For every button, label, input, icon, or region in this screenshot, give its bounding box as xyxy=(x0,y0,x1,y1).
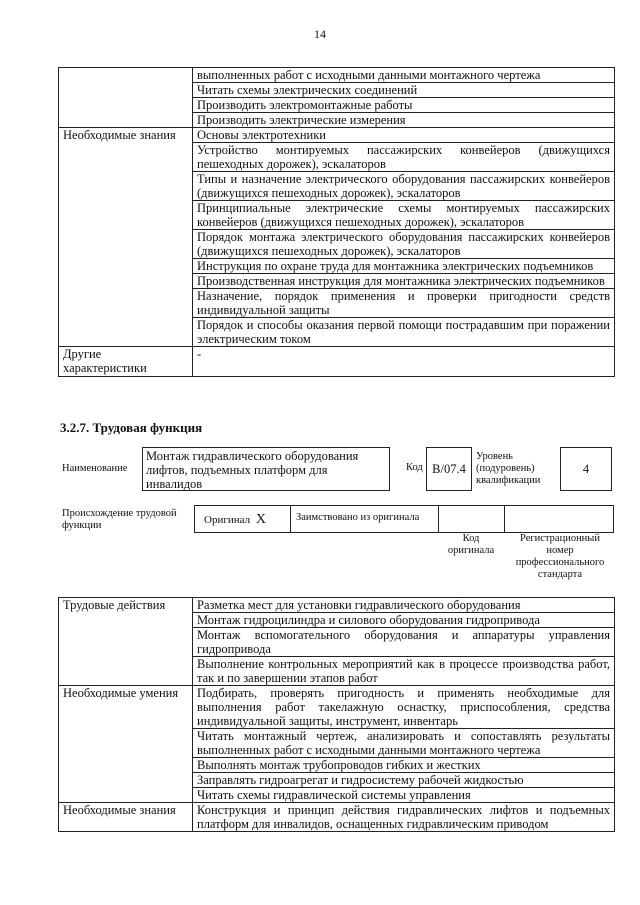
list-item: Выполнение контрольных мероприятий как в процессе производства работ, так и по завершении этапов работ xyxy=(193,657,615,686)
row-label: Необходимые умения xyxy=(59,686,193,803)
row-label: Другие характеристики xyxy=(59,347,193,377)
list-item: Монтаж гидроцилиндра и силового оборудования гидропривода xyxy=(193,613,615,628)
table-row xyxy=(59,803,615,832)
list-item: Монтаж вспомогательного оборудования и аппаратуры управления гидропривода xyxy=(193,628,615,657)
table-row xyxy=(59,598,615,613)
function-name-box xyxy=(142,447,390,491)
name-label: Наименование xyxy=(62,463,128,474)
list-item: Производить электрические измерения xyxy=(193,113,615,128)
list-item: Заправлять гидроагрегат и гидросистему рабочей жидкостью xyxy=(193,773,615,788)
list-item: выполненных работ с исходными данными монтажного чертежа xyxy=(193,68,615,83)
row-label: Трудовые действия xyxy=(59,598,193,686)
page-number: 14 xyxy=(314,27,326,41)
level-box xyxy=(560,447,612,491)
function-name: Монтаж гидравлического оборудования лифтов, подъемных платформ для инвалидов xyxy=(146,449,359,491)
list-item: Типы и назначение электрического оборудования пассажирских конвейеров (движущихся пешеходных дорожек), эскалаторов xyxy=(193,172,615,201)
list-item: Устройство монтируемых пассажирских конвейеров (движущихся пешеходных дорожек), эскалаторов xyxy=(193,143,615,172)
table-row xyxy=(59,347,615,377)
original-mark: X xyxy=(255,512,266,527)
section-title: 3.2.7. Трудовая функция xyxy=(60,420,203,435)
list-item: Производить электромонтажные работы xyxy=(193,98,615,113)
original-cell xyxy=(204,512,266,528)
level-label: Уровень (подуровень) квалификации xyxy=(476,451,541,486)
list-item: Читать схемы электрических соединений xyxy=(193,83,615,98)
list-item: Выполнять монтаж трубопроводов гибких и жестких xyxy=(193,758,615,773)
list-item: Инструкция по охране труда для монтажника электрических подъемников xyxy=(193,259,615,274)
list-item: Порядок монтажа электрического оборудования пассажирских конвейеров (движущихся пешеходных дорожек), эскалаторов xyxy=(193,230,615,259)
origin-divider-2 xyxy=(438,505,439,533)
list-item: Порядок и способы оказания первой помощи пострадавшим при поражении электрическим током xyxy=(193,318,615,347)
function-code: B/07.4 xyxy=(432,462,466,476)
table-row xyxy=(59,128,615,143)
row-label: Необходимые знания xyxy=(59,803,193,832)
list-item: Назначение, порядок применения и проверки пригодности средств индивидуальной защиты xyxy=(193,289,615,318)
list-item: Читать монтажный чертеж, анализировать и сопоставлять результаты выполненных работ с исходными данными монтажного чертежа xyxy=(193,729,615,758)
table-row xyxy=(59,686,615,729)
row-label: Необходимые знания xyxy=(59,128,193,347)
origin-label: Происхождение трудовой функции xyxy=(62,508,177,531)
list-item: Читать схемы гидравлической системы управления xyxy=(193,788,615,803)
list-item: Конструкция и принцип действия гидравлических лифтов и подъемных платформ для инвалидов, оснащенных гидравлическим приводом xyxy=(193,803,615,832)
borrowed-label: Заимствовано из оригинала xyxy=(296,512,420,523)
function-details-table xyxy=(58,597,615,832)
list-item: Принципиальные электрические схемы монтируемых пассажирских конвейеров (движущихся пешеходных дорожек), эскалаторов xyxy=(193,201,615,230)
code-label: Код xyxy=(406,462,423,473)
list-item: Производственная инструкция для монтажника электрических подъемников xyxy=(193,274,615,289)
list-item: Подбирать, проверять пригодность и применять необходимые для выполнения работ такелажную оснастку, приспособления, средства индивидуальной защиты, инструмент, инвентарь xyxy=(193,686,615,729)
origin-divider-3 xyxy=(504,505,505,533)
table-row xyxy=(59,68,615,83)
list-item: Основы электротехники xyxy=(193,128,615,143)
original-label: Оригинал xyxy=(204,514,251,526)
list-item: Разметка мест для установки гидравлического оборудования xyxy=(193,598,615,613)
row-label xyxy=(59,68,193,128)
function-code-box xyxy=(426,447,472,491)
level-value: 4 xyxy=(582,462,590,476)
code-caption: Код оригинала xyxy=(447,533,495,556)
origin-divider-1 xyxy=(290,505,291,533)
knowledge-table-1 xyxy=(58,67,615,377)
list-item: - xyxy=(193,347,615,377)
reg-caption: Регистрационный номер профессионального стандарта xyxy=(515,533,605,580)
